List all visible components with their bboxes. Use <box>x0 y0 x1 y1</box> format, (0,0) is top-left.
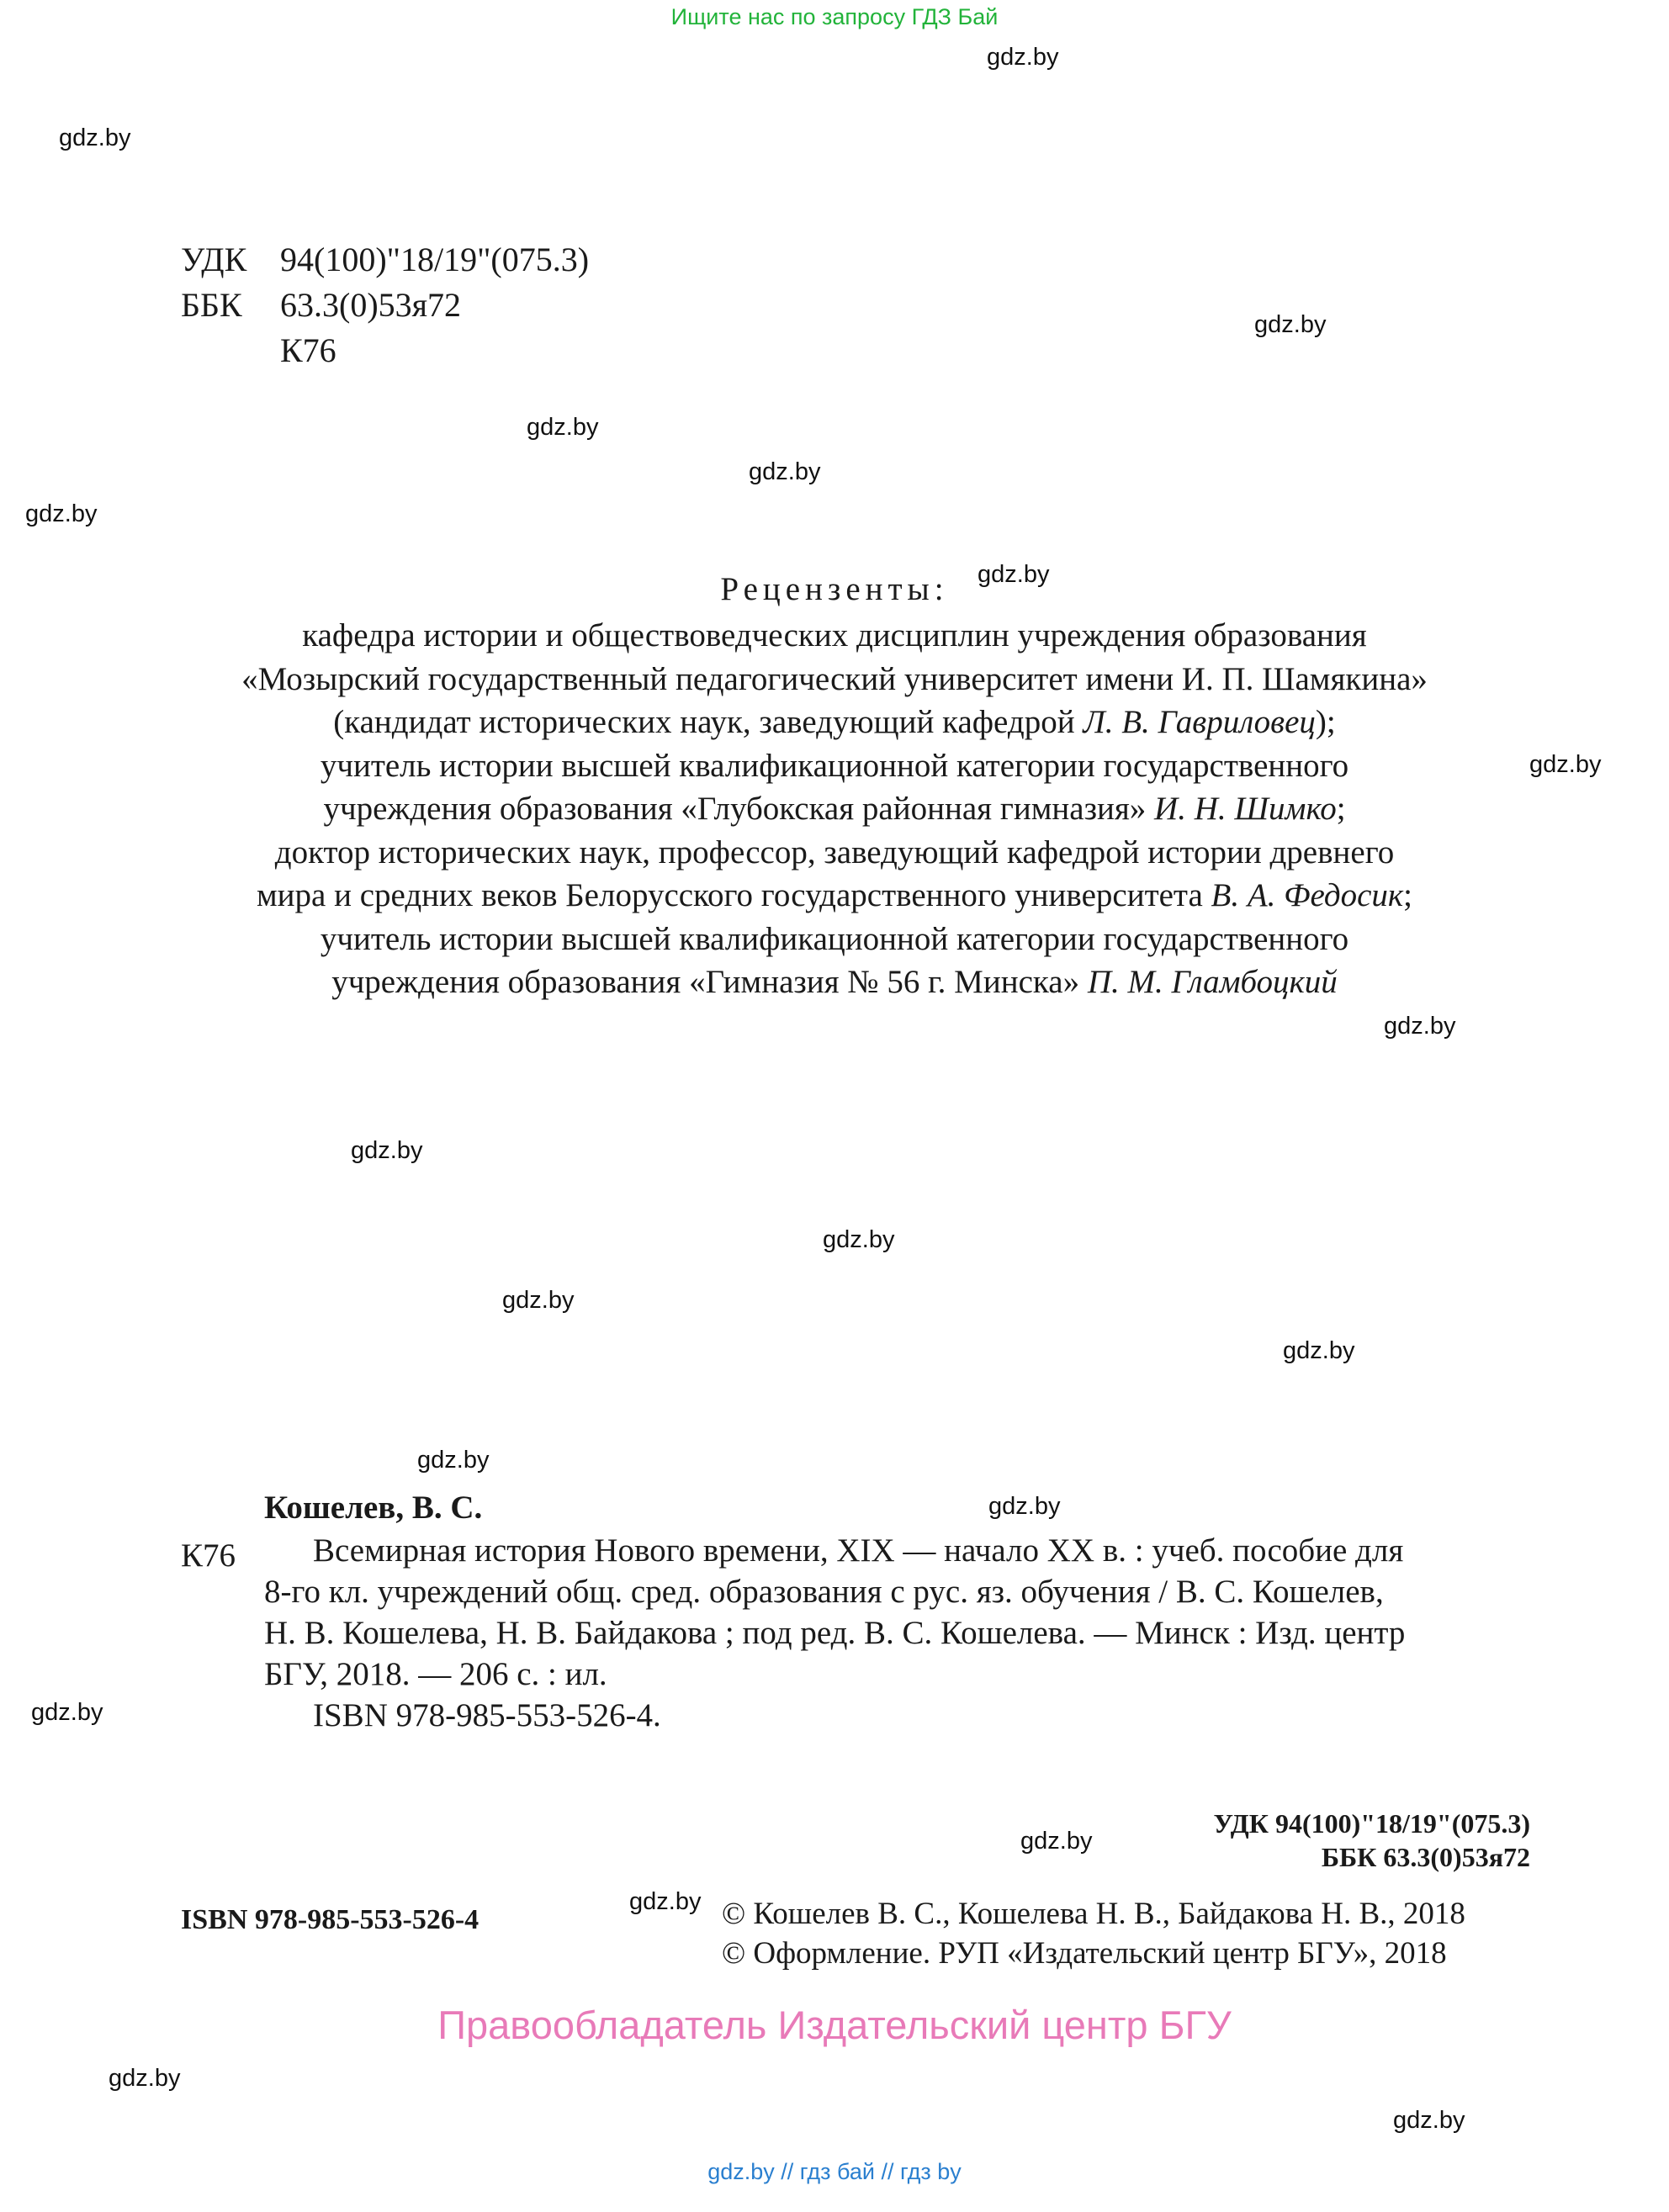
bbk-key: ББК <box>181 286 242 324</box>
watermark: gdz.by <box>109 2065 181 2092</box>
bibliography-entry <box>264 1530 1405 1736</box>
watermark: gdz.by <box>1529 751 1602 778</box>
watermark: gdz.by <box>749 458 821 485</box>
reviewer-line: учитель истории высшей квалификационной категории государственного <box>320 920 1349 957</box>
bbk-value: 63.3(0)53я72 <box>280 286 462 324</box>
classification-block <box>181 237 589 373</box>
reviewers-list <box>0 614 1669 1004</box>
reviewer-name: И. Н. Шимко <box>1154 791 1337 827</box>
bibliography-line: Всемирная история Нового времени, XIX — начало XX в. : учеб. пособие для <box>313 1532 1404 1569</box>
watermark: gdz.by <box>988 1493 1061 1520</box>
watermark: gdz.by <box>502 1287 575 1314</box>
bibliography-author: Кошелев, В. С. <box>264 1490 483 1526</box>
watermark: gdz.by <box>59 124 131 151</box>
reviewer-line <box>0 701 1669 744</box>
udk-key: УДК <box>181 241 247 278</box>
reviewer-line: кафедра истории и обществоведческих дисциплин учреждения образования <box>302 617 1367 654</box>
bbk-line <box>181 283 589 328</box>
watermark: gdz.by <box>629 1888 702 1915</box>
watermark: gdz.by <box>25 500 98 527</box>
watermark: gdz.by <box>1283 1337 1355 1364</box>
reviewer-line <box>0 960 1669 1004</box>
watermark: gdz.by <box>823 1226 895 1253</box>
reviewer-text: ; <box>1336 791 1346 827</box>
copyright-line: © Оформление. РУП «Издательский центр БГУ», 2018 <box>722 1936 1447 1971</box>
author-code: К76 <box>280 331 336 369</box>
rights-holder: Правообладатель Издательский центр БГУ <box>437 2003 1232 2047</box>
reviewer-text: учреждения образования «Глубокская районная гимназия» <box>323 791 1155 827</box>
udk-line <box>181 237 589 283</box>
reviewer-text: учреждения образования «Гимназия № 56 г. Минска» <box>331 964 1088 1000</box>
reviewer-line <box>0 787 1669 831</box>
right-udk: УДК 94(100)"18/19"(075.3) <box>1213 1808 1530 1839</box>
reviewer-line: «Мозырский государственный педагогический университет имени И. П. Шамякина» <box>241 660 1428 697</box>
bibliography-isbn: ISBN 978-985-553-526-4. <box>313 1697 661 1733</box>
watermark: gdz.by <box>1393 2107 1465 2134</box>
udk-value: 94(100)"18/19"(075.3) <box>280 241 590 278</box>
top-banner: Ищите нас по запросу ГДЗ Бай <box>670 4 999 29</box>
watermark: gdz.by <box>1020 1828 1093 1855</box>
copyright-block <box>722 1894 1465 1973</box>
watermark: gdz.by <box>978 561 1050 588</box>
author-code-line <box>181 328 589 373</box>
copyright-line: © Кошелев В. С., Кошелева Н. В., Байдакова Н. В., 2018 <box>722 1897 1465 1931</box>
bibliography-line: 8-го кл. учреждений общ. сред. образования с рус. яз. обучения / В. С. Кошелев, <box>264 1574 1384 1610</box>
bibliography-code: К76 <box>181 1537 236 1574</box>
reviewer-line: доктор исторических наук, профессор, заведующий кафедрой истории древнего <box>274 833 1395 871</box>
reviewer-text: (кандидат исторических наук, заведующий кафедрой <box>333 704 1084 740</box>
reviewer-text: ; <box>1403 877 1412 913</box>
watermark: gdz.by <box>527 414 599 441</box>
reviewer-text: ); <box>1315 704 1336 740</box>
bibliography-line: Н. В. Кошелева, Н. В. Байдакова ; под ред. В. С. Кошелева. — Минск : Изд. центр <box>264 1615 1406 1651</box>
watermark: gdz.by <box>987 44 1059 71</box>
reviewer-line: учитель истории высшей квалификационной категории государственного <box>320 747 1349 784</box>
watermark: gdz.by <box>351 1137 423 1164</box>
watermark: gdz.by <box>1384 1013 1456 1040</box>
reviewer-name: В. А. Федосик <box>1211 877 1404 913</box>
right-bbk: ББК 63.3(0)53я72 <box>1321 1842 1530 1872</box>
reviewers-title: Рецензенты: <box>720 571 949 607</box>
reviewer-text: мира и средних веков Белорусского государственного университета <box>256 877 1211 913</box>
watermark: gdz.by <box>1254 311 1327 338</box>
bibliography-line: БГУ, 2018. — 206 с. : ил. <box>264 1656 607 1692</box>
reviewer-line <box>0 874 1669 918</box>
reviewer-name: П. М. Гламбоцкий <box>1087 964 1338 1000</box>
isbn-bold: ISBN 978-985-553-526-4 <box>181 1904 480 1935</box>
watermark: gdz.by <box>31 1699 103 1726</box>
right-classification <box>1213 1807 1530 1874</box>
reviewer-name: Л. В. Гавриловец <box>1083 704 1316 740</box>
bottom-banner: gdz.by // гдз бай // гдз by <box>707 2159 962 2184</box>
watermark: gdz.by <box>417 1447 490 1474</box>
